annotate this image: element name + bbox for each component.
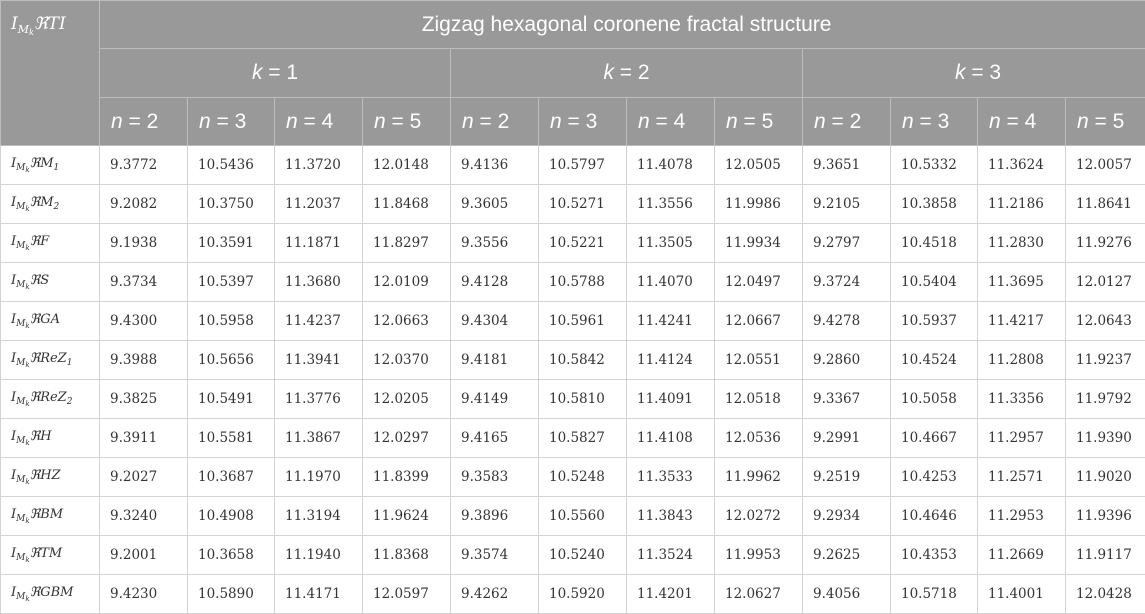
table-cell: 12.0428 <box>1066 575 1145 614</box>
table-cell: 10.5436 <box>188 146 275 185</box>
table-cell: 11.9934 <box>715 224 803 263</box>
table-cell: 12.0497 <box>715 263 803 302</box>
table-cell: 10.5404 <box>891 263 978 302</box>
table-cell: 12.0663 <box>363 302 451 341</box>
table-cell: 10.5058 <box>891 380 978 419</box>
table-title: Zigzag hexagonal coronene fractal structure <box>100 1 1145 49</box>
table-cell: 10.3750 <box>188 185 275 224</box>
table-cell: 9.3772 <box>100 146 188 185</box>
k-group-header: k = 2 <box>451 49 803 98</box>
table-cell: 9.4278 <box>803 302 891 341</box>
table-row <box>1 263 1145 302</box>
row-label: $I_{M_k}ℜBM$ <box>1 497 100 536</box>
table-cell: 9.2860 <box>803 341 891 380</box>
table-cell: 11.2830 <box>978 224 1066 263</box>
table-cell: 9.2934 <box>803 497 891 536</box>
table-cell: 11.4217 <box>978 302 1066 341</box>
table-cell: 11.2808 <box>978 341 1066 380</box>
table-cell: 10.5920 <box>539 575 627 614</box>
table-cell: 12.0057 <box>1066 146 1145 185</box>
table-cell: 10.5788 <box>539 263 627 302</box>
table-cell: 11.9117 <box>1066 536 1145 575</box>
table-cell: 11.9624 <box>363 497 451 536</box>
table-cell: 9.4165 <box>451 419 539 458</box>
table-cell: 11.2037 <box>275 185 363 224</box>
table-cell: 11.1871 <box>275 224 363 263</box>
table-cell: 10.5958 <box>188 302 275 341</box>
table-cell: 9.4230 <box>100 575 188 614</box>
table-cell: 11.4078 <box>627 146 715 185</box>
table-cell: 11.3867 <box>275 419 363 458</box>
table-cell: 11.4237 <box>275 302 363 341</box>
table-cell: 12.0148 <box>363 146 451 185</box>
table-cell: 12.0643 <box>1066 302 1145 341</box>
table-cell: 10.5221 <box>539 224 627 263</box>
table-cell: 9.3556 <box>451 224 539 263</box>
table-cell: 12.0505 <box>715 146 803 185</box>
n-column-header: n = 4 <box>275 98 363 146</box>
table-cell: 9.3911 <box>100 419 188 458</box>
table-cell: 11.9020 <box>1066 458 1145 497</box>
table-cell: 9.3651 <box>803 146 891 185</box>
table-cell: 11.9390 <box>1066 419 1145 458</box>
table-row <box>1 185 1145 224</box>
table-cell: 9.3367 <box>803 380 891 419</box>
n-column-header: n = 5 <box>363 98 451 146</box>
row-label: $I_{M_k}ℜReZ_2$ <box>1 380 100 419</box>
table-cell: 11.9237 <box>1066 341 1145 380</box>
table-cell: 11.4091 <box>627 380 715 419</box>
table-cell: 9.3896 <box>451 497 539 536</box>
table-cell: 11.4070 <box>627 263 715 302</box>
k-group-header: k = 1 <box>100 49 451 98</box>
n-column-header: n = 3 <box>539 98 627 146</box>
table-cell: 10.5271 <box>539 185 627 224</box>
table-cell: 9.3724 <box>803 263 891 302</box>
table-cell: 12.0667 <box>715 302 803 341</box>
table-cell: 11.3941 <box>275 341 363 380</box>
table-cell: 12.0597 <box>363 575 451 614</box>
table-cell: 11.3624 <box>978 146 1066 185</box>
corner-header <box>1 1 100 146</box>
row-label: $I_{M_k}ℜH$ <box>1 419 100 458</box>
k-group-header: k = 3 <box>803 49 1145 98</box>
table-cell: 10.3687 <box>188 458 275 497</box>
table-cell: 9.3574 <box>451 536 539 575</box>
table-cell: 11.8468 <box>363 185 451 224</box>
table-cell: 11.3776 <box>275 380 363 419</box>
table-cell: 9.2082 <box>100 185 188 224</box>
n-column-header: n = 3 <box>188 98 275 146</box>
table-cell: 10.4646 <box>891 497 978 536</box>
table-cell: 11.1970 <box>275 458 363 497</box>
table-cell: 11.2957 <box>978 419 1066 458</box>
table-cell: 11.3843 <box>627 497 715 536</box>
table-cell: 12.0627 <box>715 575 803 614</box>
table-row <box>1 497 1145 536</box>
n-column-header: n = 4 <box>627 98 715 146</box>
table-cell: 11.2571 <box>978 458 1066 497</box>
table-cell: 10.5890 <box>188 575 275 614</box>
table-cell: 9.3825 <box>100 380 188 419</box>
n-column-header: n = 2 <box>100 98 188 146</box>
table-cell: 10.3591 <box>188 224 275 263</box>
table-cell: 10.5560 <box>539 497 627 536</box>
table-cell: 11.2953 <box>978 497 1066 536</box>
table-cell: 9.2105 <box>803 185 891 224</box>
table-cell: 11.4201 <box>627 575 715 614</box>
row-label: $I_{M_k}ℜHZ$ <box>1 458 100 497</box>
table-cell: 11.3505 <box>627 224 715 263</box>
row-label: $I_{M_k}ℜGA$ <box>1 302 100 341</box>
table-row <box>1 419 1145 458</box>
table-cell: 9.2625 <box>803 536 891 575</box>
table-cell: 10.5248 <box>539 458 627 497</box>
n-column-header: n = 4 <box>978 98 1066 146</box>
row-label: $I_{M_k}ℜM_1$ <box>1 146 100 185</box>
table-cell: 10.4253 <box>891 458 978 497</box>
corner-label: $I_{M_k}ℜTI$ <box>11 14 66 34</box>
n-column-header: n = 3 <box>891 98 978 146</box>
table-cell: 10.5810 <box>539 380 627 419</box>
table-cell: 11.3720 <box>275 146 363 185</box>
table-cell: 10.5937 <box>891 302 978 341</box>
table-cell: 10.4518 <box>891 224 978 263</box>
table-cell: 11.3533 <box>627 458 715 497</box>
table-row <box>1 224 1145 263</box>
table-cell: 10.3658 <box>188 536 275 575</box>
table-row <box>1 341 1145 380</box>
table-cell: 10.4524 <box>891 341 978 380</box>
table-cell: 11.3680 <box>275 263 363 302</box>
row-label: $I_{M_k}ℜTM$ <box>1 536 100 575</box>
table-cell: 9.2027 <box>100 458 188 497</box>
table-cell: 9.3583 <box>451 458 539 497</box>
table-cell: 11.9396 <box>1066 497 1145 536</box>
table-cell: 11.9986 <box>715 185 803 224</box>
table-cell: 12.0272 <box>715 497 803 536</box>
table-cell: 9.2001 <box>100 536 188 575</box>
table-cell: 9.4128 <box>451 263 539 302</box>
table-cell: 10.5961 <box>539 302 627 341</box>
table-cell: 11.2669 <box>978 536 1066 575</box>
table-cell: 9.4136 <box>451 146 539 185</box>
table-cell: 12.0370 <box>363 341 451 380</box>
table-cell: 9.3605 <box>451 185 539 224</box>
row-label: $I_{M_k}ℜReZ_1$ <box>1 341 100 380</box>
table-cell: 10.4353 <box>891 536 978 575</box>
table-cell: 10.5656 <box>188 341 275 380</box>
table-cell: 10.5491 <box>188 380 275 419</box>
table-cell: 9.3240 <box>100 497 188 536</box>
table-cell: 11.8399 <box>363 458 451 497</box>
table-row <box>1 575 1145 614</box>
table-cell: 11.2186 <box>978 185 1066 224</box>
n-column-header: n = 5 <box>715 98 803 146</box>
n-column-header: n = 2 <box>803 98 891 146</box>
table-cell: 12.0127 <box>1066 263 1145 302</box>
table-cell: 11.3356 <box>978 380 1066 419</box>
table-cell: 9.4056 <box>803 575 891 614</box>
table-cell: 9.4149 <box>451 380 539 419</box>
table-cell: 11.4124 <box>627 341 715 380</box>
table-cell: 9.4181 <box>451 341 539 380</box>
table-cell: 9.3734 <box>100 263 188 302</box>
table-row <box>1 380 1145 419</box>
table-cell: 10.4667 <box>891 419 978 458</box>
n-column-header: n = 2 <box>451 98 539 146</box>
table-cell: 12.0536 <box>715 419 803 458</box>
table-cell: 10.5842 <box>539 341 627 380</box>
table-cell: 11.4171 <box>275 575 363 614</box>
table-cell: 11.3194 <box>275 497 363 536</box>
table-cell: 12.0205 <box>363 380 451 419</box>
table-cell: 11.3695 <box>978 263 1066 302</box>
table-cell: 11.8368 <box>363 536 451 575</box>
table-cell: 9.2797 <box>803 224 891 263</box>
table-cell: 9.4262 <box>451 575 539 614</box>
table-cell: 9.1938 <box>100 224 188 263</box>
table-cell: 10.5397 <box>188 263 275 302</box>
table-cell: 10.5827 <box>539 419 627 458</box>
table-cell: 9.2991 <box>803 419 891 458</box>
table-row <box>1 536 1145 575</box>
table-cell: 10.3858 <box>891 185 978 224</box>
table-cell: 9.3988 <box>100 341 188 380</box>
n-column-header: n = 5 <box>1066 98 1145 146</box>
table-cell: 10.5718 <box>891 575 978 614</box>
row-label: $I_{M_k}ℜF$ <box>1 224 100 263</box>
table-cell: 12.0109 <box>363 263 451 302</box>
table-cell: 11.9953 <box>715 536 803 575</box>
table-cell: 11.9792 <box>1066 380 1145 419</box>
table-cell: 9.4304 <box>451 302 539 341</box>
table-row <box>1 146 1145 185</box>
table-cell: 10.4908 <box>188 497 275 536</box>
row-label: $I_{M_k}ℜGBM$ <box>1 575 100 614</box>
table-cell: 11.1940 <box>275 536 363 575</box>
table-cell: 10.5581 <box>188 419 275 458</box>
row-label: $I_{M_k}ℜS$ <box>1 263 100 302</box>
table-cell: 11.4108 <box>627 419 715 458</box>
table-cell: 9.2519 <box>803 458 891 497</box>
table-row <box>1 458 1145 497</box>
table-cell: 11.4001 <box>978 575 1066 614</box>
table-cell: 11.8297 <box>363 224 451 263</box>
table-row <box>1 302 1145 341</box>
table-cell: 10.5332 <box>891 146 978 185</box>
table-cell: 11.9962 <box>715 458 803 497</box>
table-cell: 12.0297 <box>363 419 451 458</box>
table-cell: 10.5240 <box>539 536 627 575</box>
table-cell: 9.4300 <box>100 302 188 341</box>
table-cell: 11.3556 <box>627 185 715 224</box>
table-cell: 12.0551 <box>715 341 803 380</box>
table-cell: 11.4241 <box>627 302 715 341</box>
table-cell: 12.0518 <box>715 380 803 419</box>
table-cell: 11.3524 <box>627 536 715 575</box>
table-cell: 10.5797 <box>539 146 627 185</box>
row-label: $I_{M_k}ℜM_2$ <box>1 185 100 224</box>
table-cell: 11.9276 <box>1066 224 1145 263</box>
table-cell: 11.8641 <box>1066 185 1145 224</box>
